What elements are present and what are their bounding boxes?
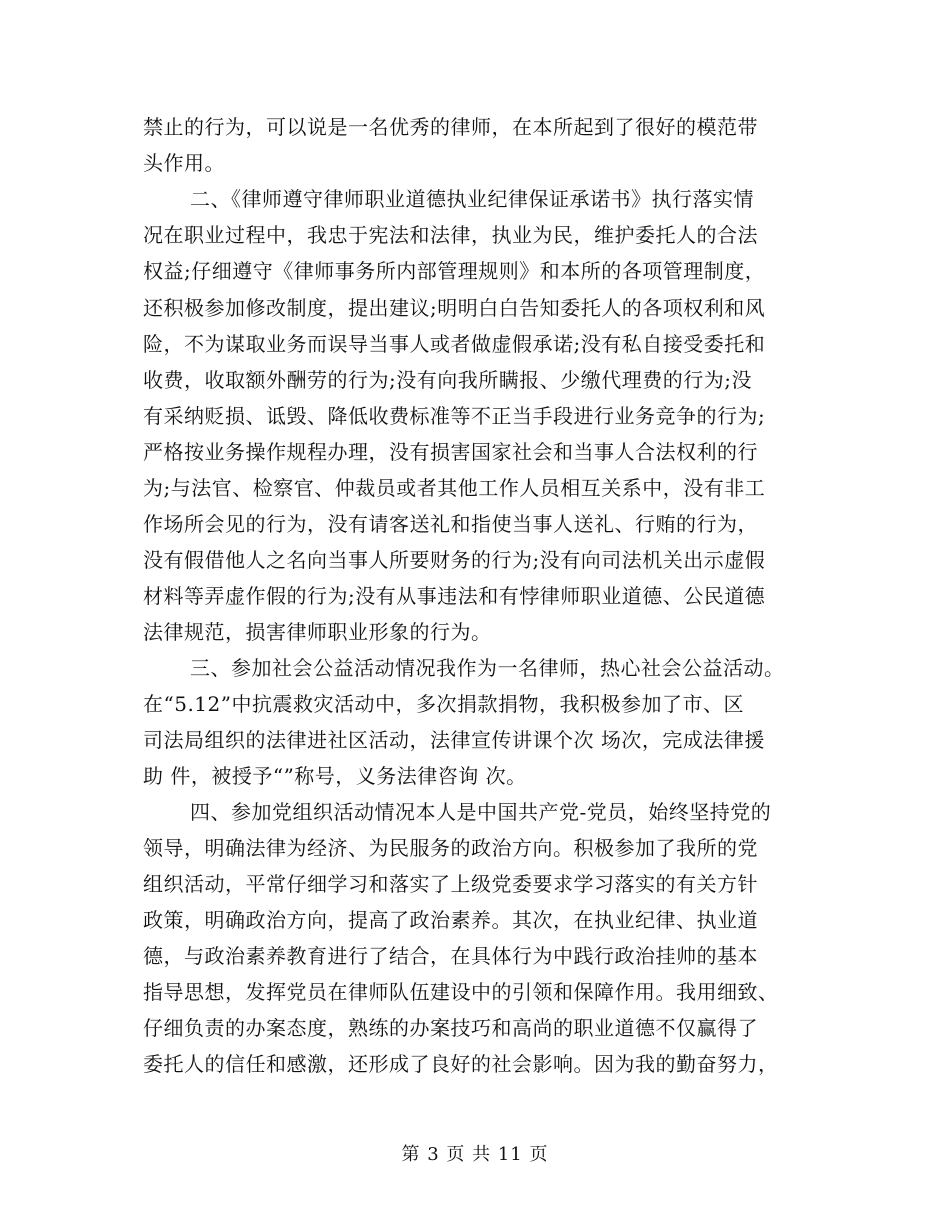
text-line: 作场所会见的行为，没有请客送礼和指使当事人送礼、行贿的行为， (143, 512, 758, 536)
text-line: 权益;仔细遵守《律师事务所内部管理规则》和本所的各项管理制度， (143, 259, 766, 283)
text-line: 没有假借他人之名向当事人所要财务的行为;没有向司法机关出示虚假 (143, 548, 766, 572)
text-line: 还积极参加修改制度，提出建议;明明白白告知委托人的各项权利和风 (143, 296, 766, 320)
text-line: 材料等弄虚作假的行为;没有从事违法和有悖律师职业道德、公民道德 (143, 584, 766, 608)
text-line: 司法局组织的法律进社区活动，法律宣传讲课个次 场次，完成法律援 (143, 728, 765, 752)
paragraph-start-line: 二、《律师遵守律师职业道德执业纪律保证承诺书》执行落实情 (190, 187, 754, 211)
page-number-footer: 第 3 页 共 11 页 (401, 1144, 549, 1165)
text-line: 收费，收取额外酬劳的行为;没有向我所瞒报、少缴代理费的行为;没 (143, 368, 752, 392)
text-line: 委托人的信任和感激，还形成了良好的社会影响。因为我的勤奋努力， (143, 1052, 779, 1076)
text-line: 德，与政治素养教育进行了结合，在具体行为中践行政治挂帅的基本 (143, 944, 758, 968)
text-line: 仔细负责的办案态度，熟练的办案技巧和高尚的职业道德不仅赢得了 (143, 1016, 758, 1040)
text-line: 领导，明确法律为经济、为民服务的政治方向。积极参加了我所的党 (143, 836, 758, 860)
text-line: 禁止的行为，可以说是一名优秀的律师，在本所起到了很好的模范带 (143, 115, 758, 139)
paragraph-start-line: 三、参加社会公益活动情况我作为一名律师，热心社会公益活动。 (190, 656, 785, 680)
text-line: 助 件，被授予“”称号，义务法律咨询 次。 (143, 764, 527, 788)
text-line: 组织活动，平常仔细学习和落实了上级党委要求学习落实的有关方针 (143, 872, 758, 896)
text-line: 严格按业务操作规程办理，没有损害国家社会和当事人合法权利的行 (143, 440, 758, 464)
paragraph-start-line: 四、参加党组织活动情况本人是中国共产党-党员，始终坚持党的 (190, 800, 772, 824)
text-line: 况在职业过程中，我忠于宪法和法律，执业为民，维护委托人的合法 (143, 223, 758, 247)
text-line: 有采纳贬损、诋毁、降低收费标准等不正当手段进行业务竞争的行为; (143, 404, 766, 428)
text-line: 头作用。 (143, 151, 225, 175)
text-line: 险，不为谋取业务而误导当事人或者做虚假承诺;没有私自接受委托和 (143, 332, 766, 356)
text-line: 指导思想，发挥党员在律师队伍建设中的引领和保障作用。我用细致、 (143, 980, 779, 1004)
text-line: 法律规范，损害律师职业形象的行为。 (143, 620, 492, 644)
text-line: 为;与法官、检察官、仲裁员或者其他工作人员相互关系中，没有非工 (143, 476, 766, 500)
text-line: 政策，明确政治方向，提高了政治素养。其次，在执业纪律、执业道 (143, 908, 758, 932)
text-line: 在“5.12”中抗震救灾活动中，多次捐款捐物，我积极参加了市、区 (143, 692, 744, 716)
